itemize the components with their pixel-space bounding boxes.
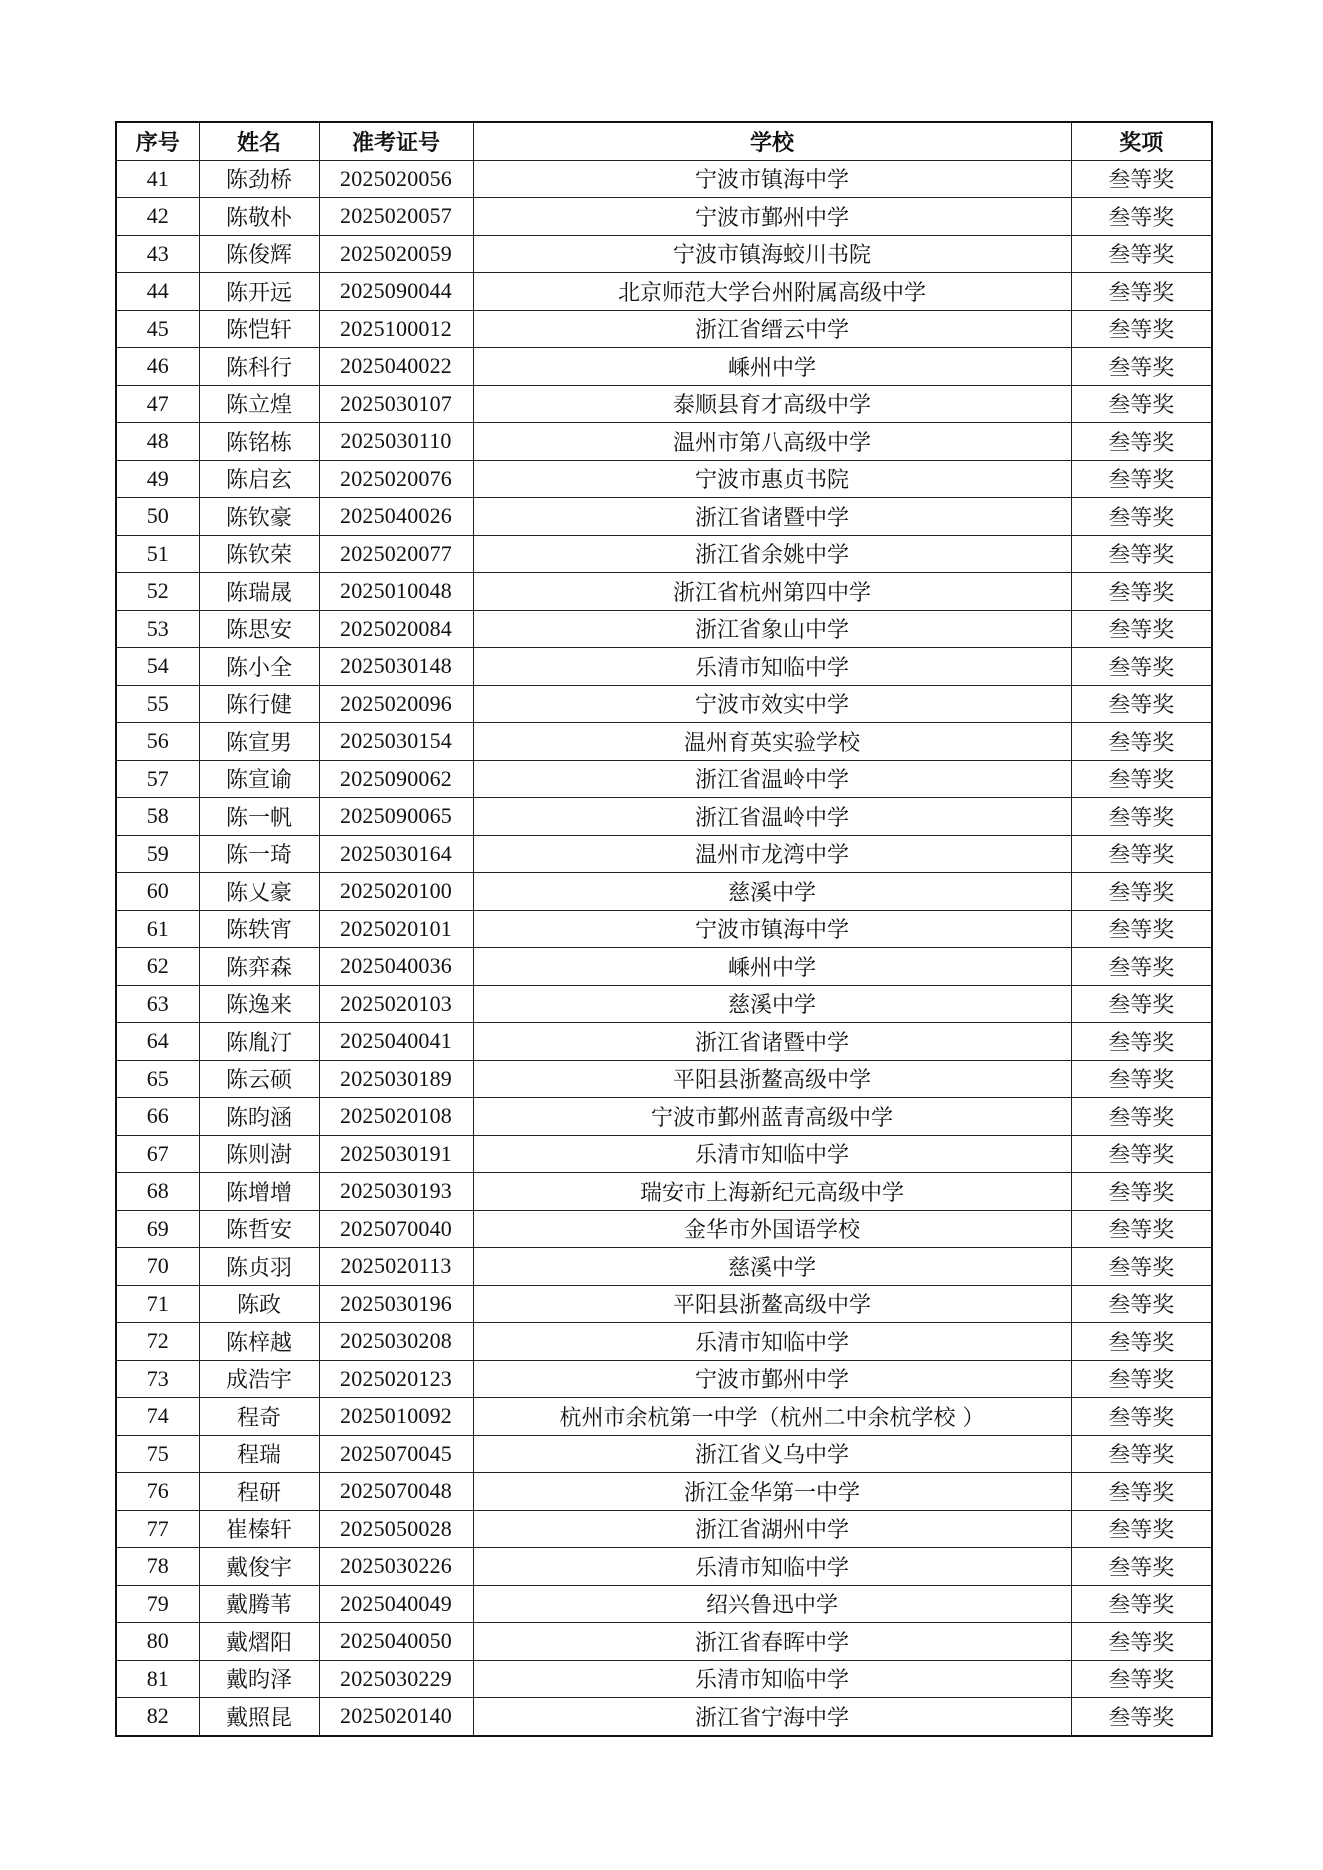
cell-award: 叁等奖 [1071,948,1212,986]
table-row [116,1360,1212,1398]
cell-index: 69 [116,1210,199,1248]
cell-name: 崔榛轩 [199,1510,319,1548]
cell-exam-id: 2025020084 [319,610,473,648]
cell-school: 杭州市余杭第一中学（杭州二中余杭学校 ） [473,1398,1071,1436]
table-row [116,348,1212,386]
cell-award: 叁等奖 [1071,423,1212,461]
table-row [116,1173,1212,1211]
cell-name: 陈云硕 [199,1060,319,1098]
cell-index: 52 [116,573,199,611]
cell-exam-id: 2025040026 [319,498,473,536]
table-row [116,910,1212,948]
cell-award: 叁等奖 [1071,310,1212,348]
table-row [116,1323,1212,1361]
table-header-row [116,122,1212,160]
cell-exam-id: 2025090062 [319,760,473,798]
cell-award: 叁等奖 [1071,910,1212,948]
cell-award: 叁等奖 [1071,798,1212,836]
cell-exam-id: 2025030196 [319,1285,473,1323]
cell-exam-id: 2025040049 [319,1585,473,1623]
cell-index: 42 [116,198,199,236]
cell-name: 戴熠阳 [199,1623,319,1661]
cell-exam-id: 2025020100 [319,873,473,911]
table-row [116,1210,1212,1248]
cell-award: 叁等奖 [1071,1435,1212,1473]
table-row [116,1548,1212,1586]
cell-exam-id: 2025020077 [319,535,473,573]
cell-award: 叁等奖 [1071,873,1212,911]
cell-name: 陈逸来 [199,985,319,1023]
cell-award: 叁等奖 [1071,535,1212,573]
table-row [116,273,1212,311]
cell-school: 乐清市知临中学 [473,1548,1071,1586]
table-row [116,798,1212,836]
cell-name: 程奇 [199,1398,319,1436]
cell-name: 陈政 [199,1285,319,1323]
cell-school: 金华市外国语学校 [473,1210,1071,1248]
cell-school: 温州育英实验学校 [473,723,1071,761]
cell-exam-id: 2025030193 [319,1173,473,1211]
table-row [116,235,1212,273]
cell-name: 陈瑞晟 [199,573,319,611]
cell-name: 陈恺轩 [199,310,319,348]
cell-name: 陈敬朴 [199,198,319,236]
cell-name: 程瑞 [199,1435,319,1473]
cell-exam-id: 2025030154 [319,723,473,761]
cell-name: 陈宣男 [199,723,319,761]
cell-index: 82 [116,1698,199,1736]
cell-exam-id: 2025090044 [319,273,473,311]
cell-award: 叁等奖 [1071,1023,1212,1061]
cell-index: 68 [116,1173,199,1211]
cell-school: 浙江省杭州第四中学 [473,573,1071,611]
cell-exam-id: 2025020140 [319,1698,473,1736]
table-body [116,160,1212,1736]
cell-name: 陈增增 [199,1173,319,1211]
cell-name: 陈启玄 [199,460,319,498]
table-row [116,460,1212,498]
cell-index: 71 [116,1285,199,1323]
table-row [116,610,1212,648]
cell-exam-id: 2025070048 [319,1473,473,1511]
cell-exam-id: 2025030148 [319,648,473,686]
cell-award: 叁等奖 [1071,573,1212,611]
cell-school: 浙江省温岭中学 [473,760,1071,798]
header-award: 奖项 [1071,122,1212,160]
cell-exam-id: 2025020056 [319,160,473,198]
cell-name: 陈乂豪 [199,873,319,911]
cell-award: 叁等奖 [1071,348,1212,386]
table-row [116,1023,1212,1061]
table-row [116,1585,1212,1623]
cell-exam-id: 2025030226 [319,1548,473,1586]
cell-award: 叁等奖 [1071,235,1212,273]
cell-index: 50 [116,498,199,536]
cell-award: 叁等奖 [1071,648,1212,686]
cell-index: 64 [116,1023,199,1061]
cell-name: 陈立煌 [199,385,319,423]
cell-exam-id: 2025030189 [319,1060,473,1098]
cell-award: 叁等奖 [1071,1248,1212,1286]
table-row [116,723,1212,761]
cell-exam-id: 2025030107 [319,385,473,423]
cell-school: 温州市第八高级中学 [473,423,1071,461]
cell-name: 陈俊辉 [199,235,319,273]
cell-school: 宁波市镇海中学 [473,910,1071,948]
cell-exam-id: 2025020076 [319,460,473,498]
table-row [116,498,1212,536]
cell-index: 65 [116,1060,199,1098]
cell-index: 55 [116,685,199,723]
cell-index: 78 [116,1548,199,1586]
cell-exam-id: 2025020103 [319,985,473,1023]
cell-index: 56 [116,723,199,761]
table-row [116,1098,1212,1136]
cell-index: 63 [116,985,199,1023]
cell-index: 60 [116,873,199,911]
cell-award: 叁等奖 [1071,1473,1212,1511]
cell-index: 43 [116,235,199,273]
cell-school: 北京师范大学台州附属高级中学 [473,273,1071,311]
table-row [116,1248,1212,1286]
table-row [116,1060,1212,1098]
table-row [116,1135,1212,1173]
cell-award: 叁等奖 [1071,723,1212,761]
cell-award: 叁等奖 [1071,1323,1212,1361]
table-row [116,1660,1212,1698]
cell-exam-id: 2025070045 [319,1435,473,1473]
cell-school: 宁波市惠贞书院 [473,460,1071,498]
table-row [116,1623,1212,1661]
cell-index: 44 [116,273,199,311]
cell-name: 陈钦豪 [199,498,319,536]
cell-exam-id: 2025020123 [319,1360,473,1398]
cell-index: 48 [116,423,199,461]
cell-name: 陈则澍 [199,1135,319,1173]
cell-exam-id: 2025040050 [319,1623,473,1661]
cell-index: 62 [116,948,199,986]
cell-index: 74 [116,1398,199,1436]
cell-award: 叁等奖 [1071,985,1212,1023]
award-table [115,121,1213,1737]
cell-school: 浙江省缙云中学 [473,310,1071,348]
table-row [116,1285,1212,1323]
cell-index: 49 [116,460,199,498]
cell-index: 76 [116,1473,199,1511]
cell-award: 叁等奖 [1071,760,1212,798]
table-row [116,160,1212,198]
cell-exam-id: 2025030164 [319,835,473,873]
cell-award: 叁等奖 [1071,1173,1212,1211]
cell-exam-id: 2025020057 [319,198,473,236]
cell-name: 陈胤汀 [199,1023,319,1061]
cell-exam-id: 2025010092 [319,1398,473,1436]
cell-index: 73 [116,1360,199,1398]
cell-index: 67 [116,1135,199,1173]
header-school: 学校 [473,122,1071,160]
cell-index: 54 [116,648,199,686]
cell-exam-id: 2025010048 [319,573,473,611]
cell-award: 叁等奖 [1071,1360,1212,1398]
cell-exam-id: 2025070040 [319,1210,473,1248]
cell-index: 75 [116,1435,199,1473]
cell-school: 宁波市鄞州蓝青高级中学 [473,1098,1071,1136]
cell-school: 温州市龙湾中学 [473,835,1071,873]
cell-award: 叁等奖 [1071,1548,1212,1586]
cell-school: 宁波市镇海蛟川书院 [473,235,1071,273]
cell-school: 乐清市知临中学 [473,1660,1071,1698]
cell-index: 70 [116,1248,199,1286]
cell-name: 陈弈森 [199,948,319,986]
table-row [116,1473,1212,1511]
cell-exam-id: 2025020113 [319,1248,473,1286]
cell-school: 宁波市鄞州中学 [473,198,1071,236]
cell-exam-id: 2025030229 [319,1660,473,1698]
cell-index: 46 [116,348,199,386]
cell-school: 浙江省宁海中学 [473,1698,1071,1736]
award-list-sheet [115,121,1211,1737]
table-row [116,573,1212,611]
cell-exam-id: 2025030191 [319,1135,473,1173]
cell-name: 戴昀泽 [199,1660,319,1698]
cell-name: 陈开远 [199,273,319,311]
cell-index: 57 [116,760,199,798]
cell-school: 浙江省诸暨中学 [473,498,1071,536]
cell-index: 58 [116,798,199,836]
cell-school: 平阳县浙鳌高级中学 [473,1285,1071,1323]
cell-award: 叁等奖 [1071,1098,1212,1136]
table-row [116,535,1212,573]
cell-school: 泰顺县育才高级中学 [473,385,1071,423]
table-row [116,385,1212,423]
cell-school: 浙江省象山中学 [473,610,1071,648]
cell-name: 戴照昆 [199,1698,319,1736]
cell-award: 叁等奖 [1071,1060,1212,1098]
cell-school: 嵊州中学 [473,348,1071,386]
cell-index: 66 [116,1098,199,1136]
cell-index: 72 [116,1323,199,1361]
cell-school: 慈溪中学 [473,985,1071,1023]
cell-exam-id: 2025040022 [319,348,473,386]
cell-exam-id: 2025020059 [319,235,473,273]
cell-school: 浙江金华第一中学 [473,1473,1071,1511]
cell-index: 81 [116,1660,199,1698]
cell-award: 叁等奖 [1071,835,1212,873]
cell-award: 叁等奖 [1071,460,1212,498]
cell-name: 陈一帆 [199,798,319,836]
cell-school: 平阳县浙鳌高级中学 [473,1060,1071,1098]
cell-award: 叁等奖 [1071,1210,1212,1248]
cell-school: 瑞安市上海新纪元高级中学 [473,1173,1071,1211]
cell-school: 嵊州中学 [473,948,1071,986]
cell-exam-id: 2025100012 [319,310,473,348]
header-exam-id: 准考证号 [319,122,473,160]
cell-school: 浙江省余姚中学 [473,535,1071,573]
cell-award: 叁等奖 [1071,685,1212,723]
cell-index: 80 [116,1623,199,1661]
table-row [116,685,1212,723]
cell-award: 叁等奖 [1071,610,1212,648]
header-index: 序号 [116,122,199,160]
cell-exam-id: 2025030110 [319,423,473,461]
cell-name: 陈一琦 [199,835,319,873]
cell-award: 叁等奖 [1071,1135,1212,1173]
cell-name: 程研 [199,1473,319,1511]
cell-name: 陈劲桥 [199,160,319,198]
cell-name: 陈贞羽 [199,1248,319,1286]
cell-school: 浙江省义乌中学 [473,1435,1071,1473]
table-row [116,760,1212,798]
cell-award: 叁等奖 [1071,385,1212,423]
cell-name: 陈哲安 [199,1210,319,1248]
cell-name: 陈钦荣 [199,535,319,573]
cell-index: 59 [116,835,199,873]
cell-school: 慈溪中学 [473,873,1071,911]
cell-award: 叁等奖 [1071,1660,1212,1698]
cell-index: 77 [116,1510,199,1548]
cell-school: 浙江省湖州中学 [473,1510,1071,1548]
table-row [116,648,1212,686]
cell-index: 53 [116,610,199,648]
cell-name: 戴俊宇 [199,1548,319,1586]
cell-name: 陈铭栋 [199,423,319,461]
table-row [116,1510,1212,1548]
cell-award: 叁等奖 [1071,1285,1212,1323]
table-row [116,985,1212,1023]
table-row [116,1398,1212,1436]
cell-school: 宁波市效实中学 [473,685,1071,723]
cell-award: 叁等奖 [1071,198,1212,236]
cell-name: 戴腾苇 [199,1585,319,1623]
table-row [116,873,1212,911]
cell-school: 宁波市鄞州中学 [473,1360,1071,1398]
cell-name: 陈梓越 [199,1323,319,1361]
cell-school: 乐清市知临中学 [473,648,1071,686]
cell-exam-id: 2025050028 [319,1510,473,1548]
cell-name: 陈小全 [199,648,319,686]
cell-index: 61 [116,910,199,948]
cell-school: 浙江省温岭中学 [473,798,1071,836]
cell-award: 叁等奖 [1071,273,1212,311]
cell-exam-id: 2025040036 [319,948,473,986]
cell-exam-id: 2025040041 [319,1023,473,1061]
cell-school: 绍兴鲁迅中学 [473,1585,1071,1623]
table-row [116,198,1212,236]
header-name: 姓名 [199,122,319,160]
table-row [116,835,1212,873]
cell-name: 陈思安 [199,610,319,648]
cell-award: 叁等奖 [1071,1585,1212,1623]
cell-name: 陈科行 [199,348,319,386]
cell-school: 宁波市镇海中学 [473,160,1071,198]
table-row [116,423,1212,461]
cell-name: 陈宣谕 [199,760,319,798]
cell-exam-id: 2025020096 [319,685,473,723]
cell-school: 慈溪中学 [473,1248,1071,1286]
cell-award: 叁等奖 [1071,1698,1212,1736]
cell-name: 陈行健 [199,685,319,723]
cell-name: 成浩宇 [199,1360,319,1398]
cell-award: 叁等奖 [1071,1623,1212,1661]
cell-award: 叁等奖 [1071,1398,1212,1436]
cell-index: 41 [116,160,199,198]
cell-school: 乐清市知临中学 [473,1135,1071,1173]
table-row [116,310,1212,348]
cell-name: 陈轶宵 [199,910,319,948]
cell-exam-id: 2025020101 [319,910,473,948]
table-row [116,948,1212,986]
cell-index: 79 [116,1585,199,1623]
cell-index: 45 [116,310,199,348]
cell-award: 叁等奖 [1071,498,1212,536]
cell-exam-id: 2025090065 [319,798,473,836]
cell-exam-id: 2025020108 [319,1098,473,1136]
cell-name: 陈昀涵 [199,1098,319,1136]
cell-school: 浙江省春晖中学 [473,1623,1071,1661]
cell-award: 叁等奖 [1071,1510,1212,1548]
cell-index: 51 [116,535,199,573]
cell-school: 浙江省诸暨中学 [473,1023,1071,1061]
cell-award: 叁等奖 [1071,160,1212,198]
cell-exam-id: 2025030208 [319,1323,473,1361]
cell-index: 47 [116,385,199,423]
cell-school: 乐清市知临中学 [473,1323,1071,1361]
table-row [116,1435,1212,1473]
table-row [116,1698,1212,1736]
